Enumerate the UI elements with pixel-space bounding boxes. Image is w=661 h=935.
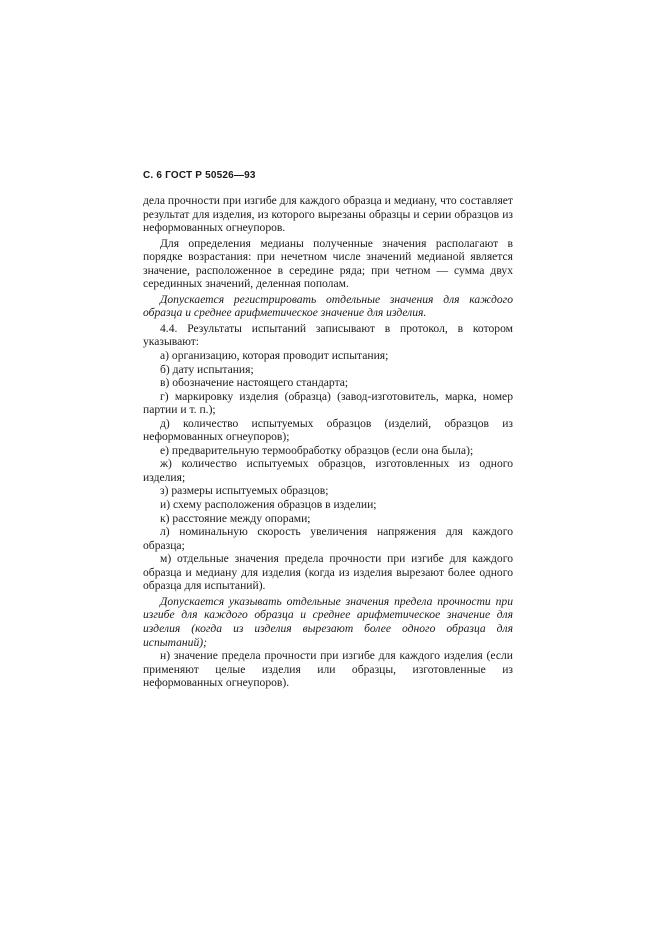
list-item-g: г) маркировку изделия (образца) (завод-изготовитель, марка, номер партии и т. п.); bbox=[143, 389, 513, 417]
list-item-l: л) номинальную скорость увеличения напряжения для каждого образца; bbox=[143, 525, 513, 552]
list-item-e: е) предварительную термообработку образцов (если она была); bbox=[160, 443, 474, 457]
paragraph-continuation: дела прочности при изгибе для каждого образца и медиану, что составляет результат для изделия, из которого вырезаны образцы и серии образцов из неформованных огнеупоров. bbox=[143, 194, 513, 235]
list-item-k: к) расстояние между опорами; bbox=[160, 511, 311, 525]
list-item-v: в) обозначение настоящего стандарта; bbox=[160, 376, 349, 390]
allowance-note-text: Допускается регистрировать отдельные значения для каждого образца и среднее арифметическое значение для изделия. bbox=[143, 292, 513, 320]
paragraph-median-definition: Для определения медианы полученные значения располагают в порядке возрастания: при нечетном числе значений медианой является значение, расположенное в середине ряда; при четном — сумма двух серединных значений, деленная пополам. bbox=[143, 236, 513, 291]
paragraph-allowance-note-2 bbox=[143, 595, 513, 649]
list-item-z: з) размеры испытуемых образцов; bbox=[160, 484, 329, 498]
paragraph-section-4-4: 4.4. Результаты испытаний записывают в протокол, в котором указывают: bbox=[143, 321, 513, 349]
list-item-b: б) дату испытания; bbox=[160, 362, 254, 376]
page-header: С. 6 ГОСТ Р 50526—93 bbox=[143, 170, 256, 181]
allowance-note-2-text: Допускается указывать отдельные значения предела прочности при изгибе для каждого образца и среднее арифметическое значение для изделия (когда из изделия вырезают более одного образца для испытаний); bbox=[143, 594, 513, 649]
paragraph-allowance-note bbox=[143, 293, 513, 320]
list-item-n: н) значение предела прочности при изгибе для каждого изделия (если применяют целые изделия или образцы, изготовленные из неформованных огнеупоров). bbox=[143, 649, 513, 690]
list-item-m: м) отдельные значения предела прочности при изгибе для каждого образца и медиану для изделия (когда из изделия вырезают более одного образца для испытаний). bbox=[143, 552, 513, 593]
body-text bbox=[143, 194, 513, 690]
list-item-d: д) количество испытуемых образцов (изделий, образцов из неформованных огнеупоров); bbox=[143, 416, 513, 444]
list-item-a: а) организацию, которая проводит испытания; bbox=[160, 349, 389, 363]
list-item-zh: ж) количество испытуемых образцов, изготовленных из одного изделия; bbox=[143, 457, 513, 484]
list-item-i: и) схему расположения образцов в изделии; bbox=[160, 498, 377, 512]
